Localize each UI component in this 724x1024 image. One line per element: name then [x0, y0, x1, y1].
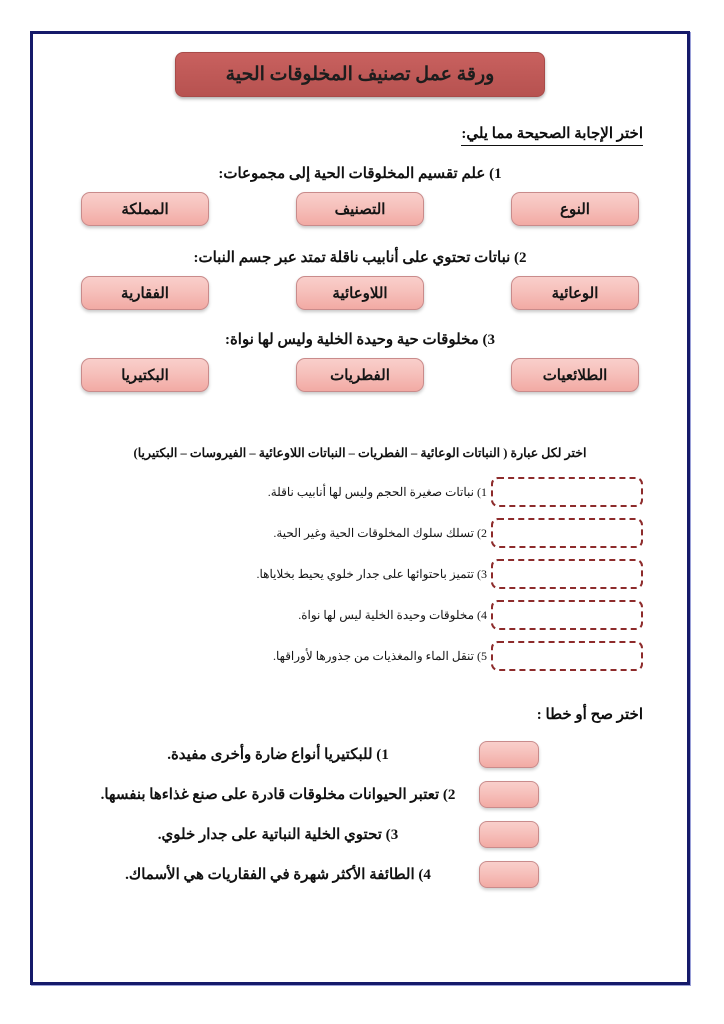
page-title: ورقة عمل تصنيف المخلوقات الحية [175, 52, 545, 97]
match-statement-1: 1) نباتات صغيرة الحجم وليس لها أنابيب ناقلة. [267, 484, 487, 499]
true-false-row [77, 780, 643, 809]
true-false-row [77, 820, 643, 849]
option-2-2[interactable]: اللاوعائية [296, 276, 424, 310]
match-statement-4: 4) مخلوقات وحيدة الخلية ليس لها نواة. [298, 607, 487, 622]
option-2-1[interactable]: الوعائية [511, 276, 639, 310]
option-3-1[interactable]: الطلائعيات [511, 358, 639, 392]
match-row [77, 557, 643, 591]
matching-instruction: اختر لكل عبارة ( النباتات الوعائية – الفطريات – النباتات اللاوعائية – الفيروسات – البكتيريا) [133, 446, 587, 460]
true-false-instruction: اختر صح أو خطا : [536, 707, 643, 723]
match-statement-2: 2) تسلك سلوك المخلوقات الحية وغير الحية. [273, 525, 487, 540]
match-row [77, 516, 643, 550]
option-1-2[interactable]: التصنيف [296, 192, 424, 226]
true-false-answer-box-3[interactable] [479, 821, 539, 848]
true-false-list [77, 740, 643, 889]
true-false-statement-3: 3) تحتوي الخلية النباتية على جدار خلوي. [157, 827, 399, 843]
match-row [77, 639, 643, 673]
true-false-answer-box-1[interactable] [479, 741, 539, 768]
match-statement-5: 5) تنقل الماء والمغذيات من جذورها لأوراقها. [273, 648, 487, 663]
match-statement-3: 3) تتميز باحتوائها على جدار خلوي يحيط بخلاياها. [256, 566, 487, 581]
worksheet-content [33, 34, 687, 982]
match-answer-box-5[interactable] [491, 641, 643, 671]
true-false-statement-4: 4) الطائفة الأكثر شهرة في الفقاريات هي الأسماك. [125, 867, 431, 883]
question-2-text: 2) نباتات تحتوي على أنابيب ناقلة تمتد عبر جسم النبات: [193, 250, 527, 266]
true-false-statement-2: 2) تعتبر الحيوانات مخلوقات قادرة على صنع غذاءها بنفسها. [100, 787, 456, 803]
option-3-3[interactable]: البكتيريا [81, 358, 209, 392]
title-banner-wrap [33, 52, 687, 97]
question-2-options [81, 276, 639, 310]
question-1-text: 1) علم تقسيم المخلوقات الحية إلى مجموعات: [218, 166, 502, 182]
true-false-answer-box-4[interactable] [479, 861, 539, 888]
true-false-statement-1: 1) للبكتيريا أنواع ضارة وأخرى مفيدة. [167, 747, 389, 763]
match-row [77, 475, 643, 509]
worksheet-page-frame [30, 31, 690, 985]
true-false-answer-box-2[interactable] [479, 781, 539, 808]
question-1-options [81, 192, 639, 226]
true-false-row [77, 740, 643, 769]
multiple-choice-instruction-text: اختر الإجابة الصحيحة مما يلي: [461, 124, 643, 146]
match-answer-box-1[interactable] [491, 477, 643, 507]
match-answer-box-4[interactable] [491, 600, 643, 630]
option-1-1[interactable]: النوع [511, 192, 639, 226]
multiple-choice-instruction [77, 124, 643, 146]
option-1-3[interactable]: المملكة [81, 192, 209, 226]
true-false-row [77, 860, 643, 889]
option-2-3[interactable]: الفقارية [81, 276, 209, 310]
question-3-text: 3) مخلوقات حية وحيدة الخلية وليس لها نواة: [224, 332, 496, 348]
match-row [77, 598, 643, 632]
matching-list [77, 475, 643, 673]
option-3-2[interactable]: الفطريات [296, 358, 424, 392]
question-3-options [81, 358, 639, 392]
match-answer-box-2[interactable] [491, 518, 643, 548]
match-answer-box-3[interactable] [491, 559, 643, 589]
